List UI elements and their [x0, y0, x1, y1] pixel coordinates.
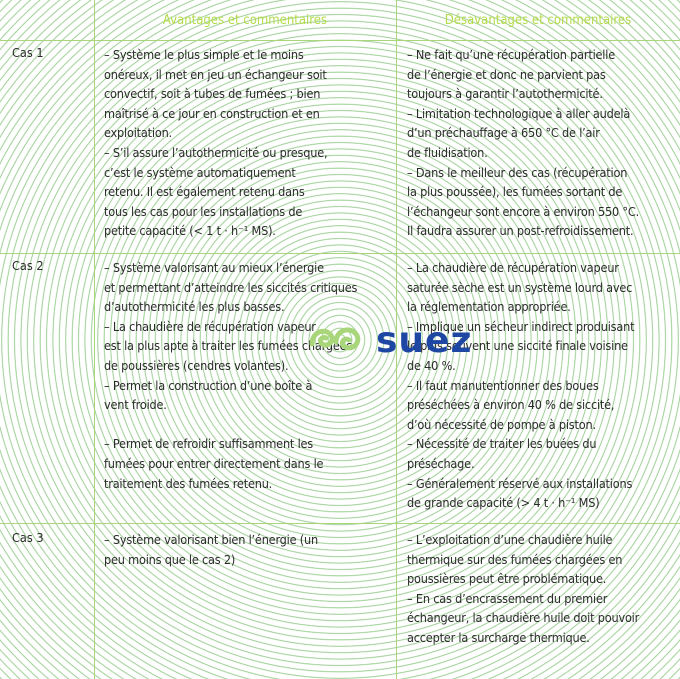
case-label: Cas 2 — [12, 258, 44, 273]
row-divider — [0, 40, 680, 41]
row-divider — [0, 253, 680, 254]
advantages-cell: – Système le plus simple et le moins onéreux, il met en jeu un échangeur soit convectif, soit à tubes de fumées ; bien maîtrisé à ce jour en construction et en exploitation. – S’il assure l’autothermicité ou presque, c’est le système automatiquement retenu. Il est également retenu dans tous les cas pour les installations de petite capacité (< 1 t · h⁻¹ MS). — [104, 47, 328, 239]
suez-swirl-icon — [306, 322, 370, 362]
advantages-cell: – Système valorisant bien l’énergie (un peu moins que le cas 2) — [104, 532, 318, 567]
case-label: Cas 3 — [12, 530, 44, 545]
case-label: Cas 1 — [12, 45, 44, 60]
disadvantages-cell: – La chaudière de récupération vapeur saturée sèche est un système lourd avec la réglementation appropriée. – Implique un sécheur indirect produisant le plus souvent une siccité finale voisine de 40 %. – Il faut manutentionner des boues préséchées à environ 40 % de siccité, d’où nécessité de pompe à piston. – Nécessité de traiter les buées du préséchage. – Généralement réservé aux installations de grande capacité (> 4 t · h⁻¹ MS) — [407, 260, 635, 511]
advantages-cell: – Système valorisant au mieux l’énergie et permettant d’atteindre les siccités critiques d’autothermicité les plus basses. – La chaudière de récupération vapeur est la plus apte à traiter les fumées chargées de poussières (cendres volantes). – Permet la construction d’une boîte à vent froide. – Permet de refroidir suffisamment les fumées pour entrer directement dans le traitement des fumées retenu. — [104, 260, 358, 491]
row-divider — [0, 523, 680, 524]
logo-wordmark: suez — [376, 320, 473, 361]
header-advantages: Avantages et commentaires — [162, 13, 328, 28]
suez-logo — [306, 318, 506, 368]
column-divider — [94, 0, 95, 679]
header-disadvantages: Désavantages et commentaires — [444, 13, 632, 28]
disadvantages-cell: – L’exploitation d’une chaudière huile thermique sur des fumées chargées en poussières peut être problématique. – En cas d’encrassement du premier échangeur, la chaudière huile doit pouvoir accepter la surcharge thermique. — [407, 532, 640, 645]
disadvantages-cell: – Ne fait qu’une récupération partielle de l’énergie et donc ne parvient pas toujours à garantir l’autothermicité. – Limitation technologique à aller audelà d’un préchauffage à 650 °C de l’air de fluidisation. – Dans le meilleur des cas (récupération la plus poussée), les fumées sortant de l’échangeur sont encore à environ 550 °C. Il faudra assurer un post-refroidissement. — [407, 47, 640, 239]
